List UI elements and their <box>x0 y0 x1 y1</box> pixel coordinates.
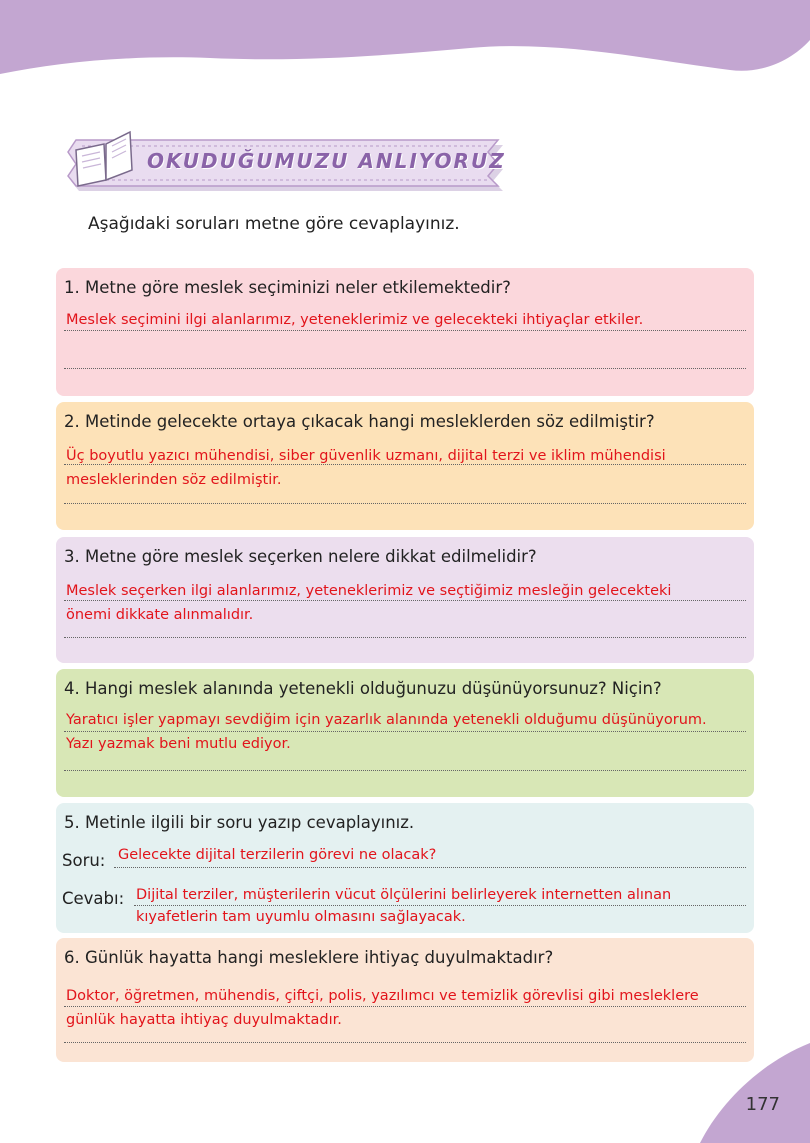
top-wave-decoration <box>0 0 810 90</box>
answer-line <box>64 1006 746 1007</box>
question-card-3 <box>56 537 754 663</box>
cevap-label: Cevabı: <box>62 889 125 908</box>
answer-text: Yazı yazmak beni mutlu ediyor. <box>66 736 291 752</box>
answer-line <box>64 368 746 369</box>
answer-line <box>64 637 746 638</box>
question-text: 3. Metne göre meslek seçerken nelere dikkat edilmelidir? <box>64 547 537 566</box>
answer-text: Doktor, öğretmen, mühendis, çiftçi, polis, yazılımcı ve temizlik görevlisi gibi mesleklere <box>66 988 699 1004</box>
answer-line <box>64 731 746 732</box>
cevap-answer: Dijital terziler, müşterilerin vücut ölçülerini belirleyerek internetten alınan <box>136 887 672 903</box>
question-card-6 <box>56 938 754 1062</box>
question-card-5 <box>56 803 754 933</box>
question-card-4 <box>56 669 754 797</box>
answer-line <box>64 464 746 465</box>
answer-text: mesleklerinden söz edilmiştir. <box>66 472 282 488</box>
question-card-1 <box>56 268 754 396</box>
answer-text: Yaratıcı işler yapmayı sevdiğim için yazarlık alanında yetenekli olduğumu düşünüyorum. <box>66 712 707 728</box>
answer-line <box>134 905 746 906</box>
question-text: 1. Metne göre meslek seçiminizi neler etkilemektedir? <box>64 278 511 297</box>
answer-line <box>114 867 746 868</box>
answer-line <box>64 1042 746 1043</box>
answer-line <box>64 503 746 504</box>
question-text: 5. Metinle ilgili bir soru yazıp cevaplayınız. <box>64 813 415 832</box>
answer-text: günlük hayatta ihtiyaç duyulmaktadır. <box>66 1012 342 1028</box>
corner-decoration <box>700 1043 810 1143</box>
answer-text: Meslek seçerken ilgi alanlarımız, yeteneklerimiz ve seçtiğimiz mesleğin gelecekteki <box>66 583 672 599</box>
answer-text: Üç boyutlu yazıcı mühendisi, siber güvenlik uzmanı, dijital terzi ve iklim mühendisi <box>66 448 666 464</box>
answer-line <box>64 330 746 331</box>
question-text: 4. Hangi meslek alanında yetenekli olduğunuzu düşünüyorsunuz? Niçin? <box>64 679 662 698</box>
cevap-answer: kıyafetlerin tam uyumlu olmasını sağlayacak. <box>136 909 466 925</box>
instruction-text: Aşağıdaki soruları metne göre cevaplayınız. <box>88 214 460 234</box>
question-text: 2. Metinde gelecekte ortaya çıkacak hangi mesleklerden söz edilmiştir? <box>64 412 655 431</box>
question-card-2 <box>56 402 754 530</box>
answer-text: Meslek seçimini ilgi alanlarımız, yeteneklerimiz ve gelecekteki ihtiyaçlar etkiler. <box>66 312 644 328</box>
question-text: 6. Günlük hayatta hangi mesleklere ihtiyaç duyulmaktadır? <box>64 948 554 967</box>
page-number: 177 <box>745 1094 780 1115</box>
soru-label: Soru: <box>62 851 106 870</box>
answer-line <box>64 770 746 771</box>
soru-answer: Gelecekte dijital terzilerin görevi ne olacak? <box>118 847 437 863</box>
section-title: OKUDUĞUMUZU ANLIYORUZ <box>147 149 506 173</box>
answer-line <box>64 600 746 601</box>
answer-text: önemi dikkate alınmalıdır. <box>66 607 254 623</box>
